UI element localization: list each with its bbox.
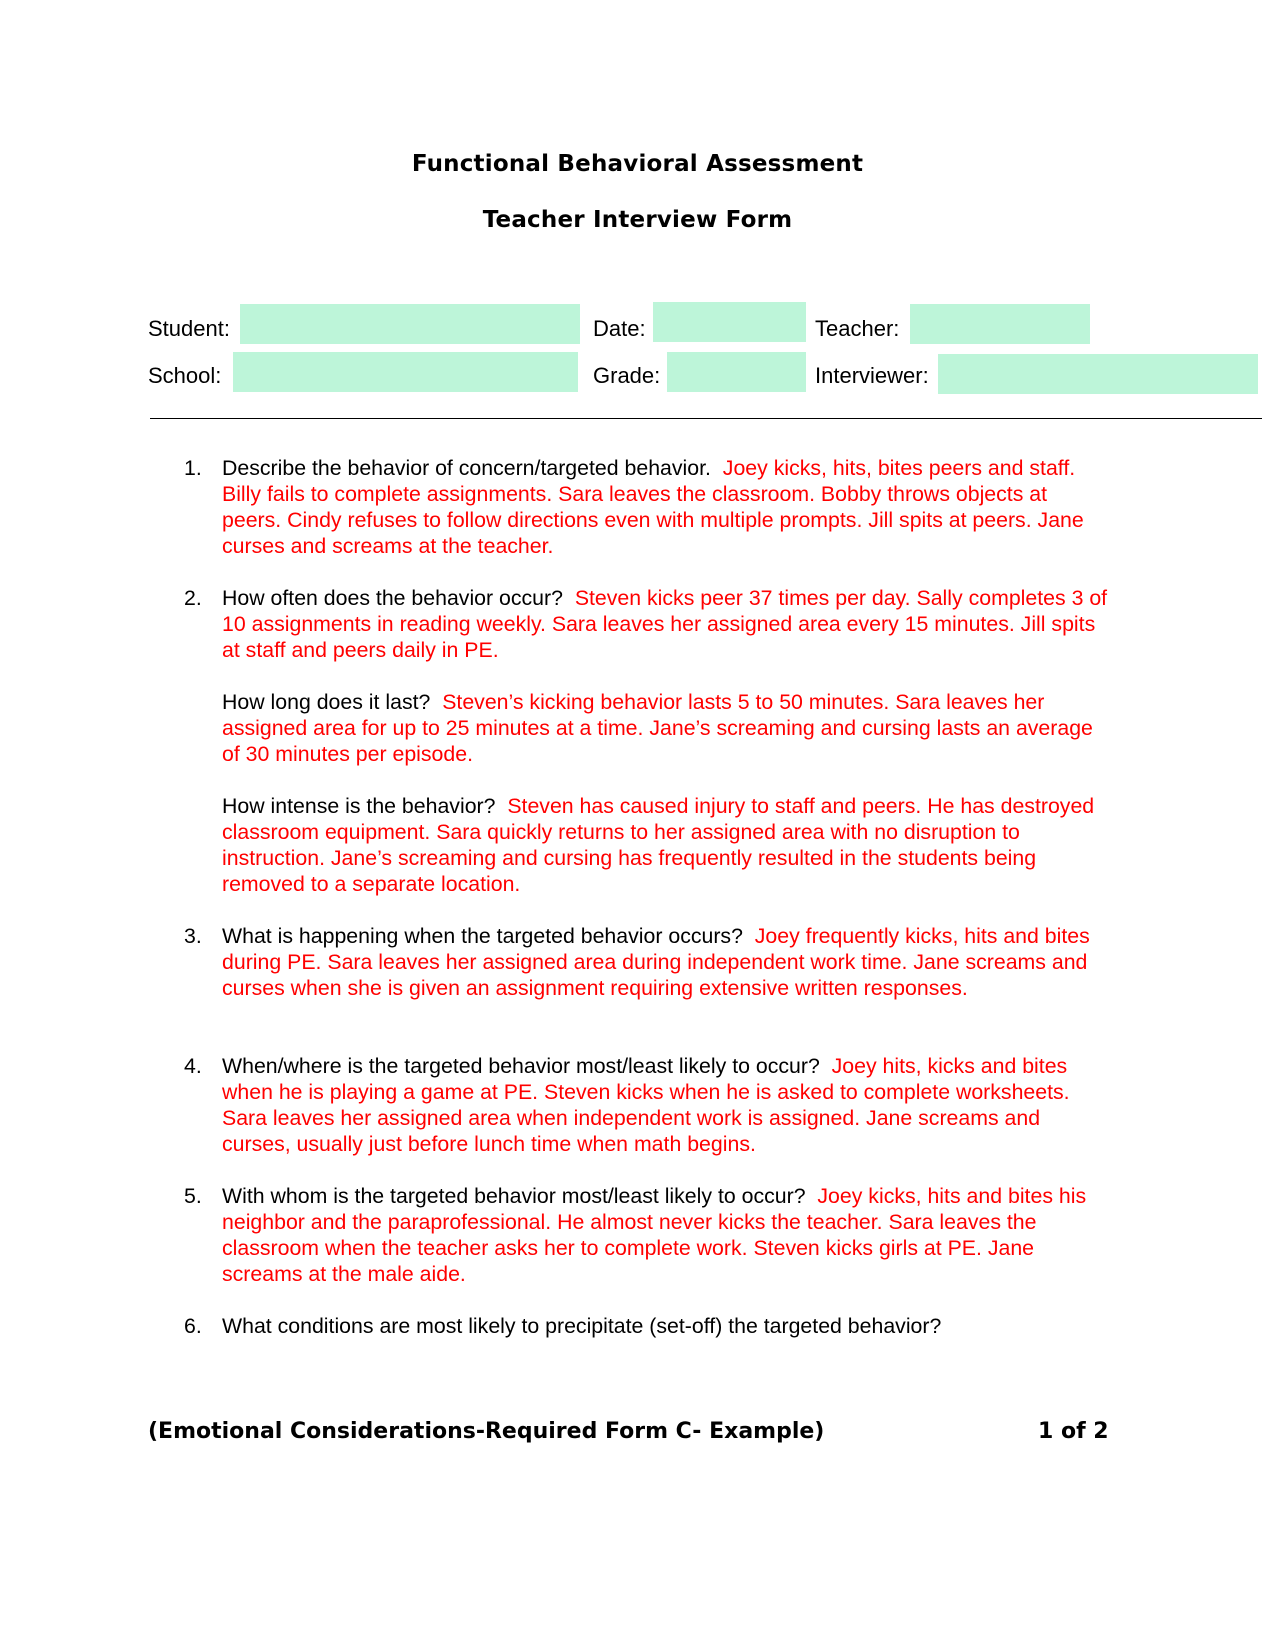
example-answer: Steven’s kicking behavior lasts 5 to 50 minutes. Sara leaves her assigned area for up to 25 minutes at a time. Jane’s screaming and cursing lasts an average of 30 minutes per episode. — [222, 690, 1093, 766]
example-answer: Joey hits, kicks and bites when he is playing a game at PE. Steven kicks when he is asked to complete worksheets. Sara leaves her assigned area when independent work is assigned. Jane screams and curses, usually just before lunch time when math begins. — [222, 1054, 1070, 1156]
school-field[interactable] — [233, 352, 578, 392]
question-number: 2. — [184, 586, 202, 610]
question-text: How often does the behavior occur? — [222, 586, 563, 610]
question-number: 4. — [184, 1054, 202, 1078]
teacher-label: Teacher: — [815, 316, 900, 341]
question-number: 1. — [184, 456, 202, 480]
document-title: Functional Behavioral Assessment — [411, 151, 864, 177]
question-number: 6. — [184, 1314, 202, 1338]
header-divider — [150, 418, 1262, 419]
example-answer: Joey kicks, hits and bites his neighbor and the paraprofessional. He almost never kicks the teacher. Sara leaves the classroom when the teacher asks her to complete work. Steven kicks girls at PE. Jane screams at the male aide. — [222, 1184, 1087, 1286]
document-subtitle: Teacher Interview Form — [482, 207, 793, 233]
grade-label: Grade: — [593, 363, 661, 388]
example-answer: Steven kicks peer 37 times per day. Sally completes 3 of 10 assignments in reading weekly. Sara leaves her assigned area every 15 minutes. Jill spits at staff and peers daily in PE. — [222, 586, 1108, 662]
date-label: Date: — [593, 316, 646, 341]
example-answer: Joey frequently kicks, hits and bites during PE. Sara leaves her assigned area during independent work time. Jane screams and curses when she is given an assignment requiring extensive written responses. — [222, 924, 1090, 1000]
grade-field[interactable] — [667, 352, 806, 392]
example-answer: Joey kicks, hits, bites peers and staff. Billy fails to complete assignments. Sara leaves the classroom. Bobby throws objects at peers. Cindy refuses to follow directions even with multiple prompts. Jill spits at peers. Jane curses and screams at the teacher. — [222, 456, 1084, 558]
example-answer: Steven has caused injury to staff and peers. He has destroyed classroom equipment. Sara quickly returns to her assigned area with no disruption to instruction. Jane’s screaming and cursing has frequently resulted in the students being removed to a separate location. — [222, 794, 1095, 896]
followup-duration — [222, 689, 1112, 767]
question-text: When/where is the targeted behavior most/least likely to occur? — [222, 1054, 820, 1078]
question-text: How intense is the behavior? — [222, 794, 496, 818]
question-text: What is happening when the targeted behavior occurs? — [222, 924, 743, 948]
question-text: How long does it last? — [222, 690, 431, 714]
form-name-footer: (Emotional Considerations-Required Form C- Example) — [148, 1419, 825, 1444]
date-field[interactable] — [653, 302, 806, 342]
interviewer-field[interactable] — [938, 354, 1258, 394]
student-field[interactable] — [240, 304, 580, 344]
question-text: Describe the behavior of concern/targeted behavior. — [222, 456, 711, 480]
question-text: With whom is the targeted behavior most/least likely to occur? — [222, 1184, 806, 1208]
question-number: 5. — [184, 1184, 202, 1208]
student-label: Student: — [148, 316, 230, 341]
followup-intensity — [222, 793, 1112, 897]
interviewer-label: Interviewer: — [815, 363, 929, 388]
question-text: What conditions are most likely to precipitate (set-off) the targeted behavior? — [222, 1314, 942, 1338]
school-label: School: — [148, 363, 222, 388]
teacher-field[interactable] — [910, 304, 1090, 344]
question-number: 3. — [184, 924, 202, 948]
page-number: 1 of 2 — [1038, 1419, 1109, 1444]
